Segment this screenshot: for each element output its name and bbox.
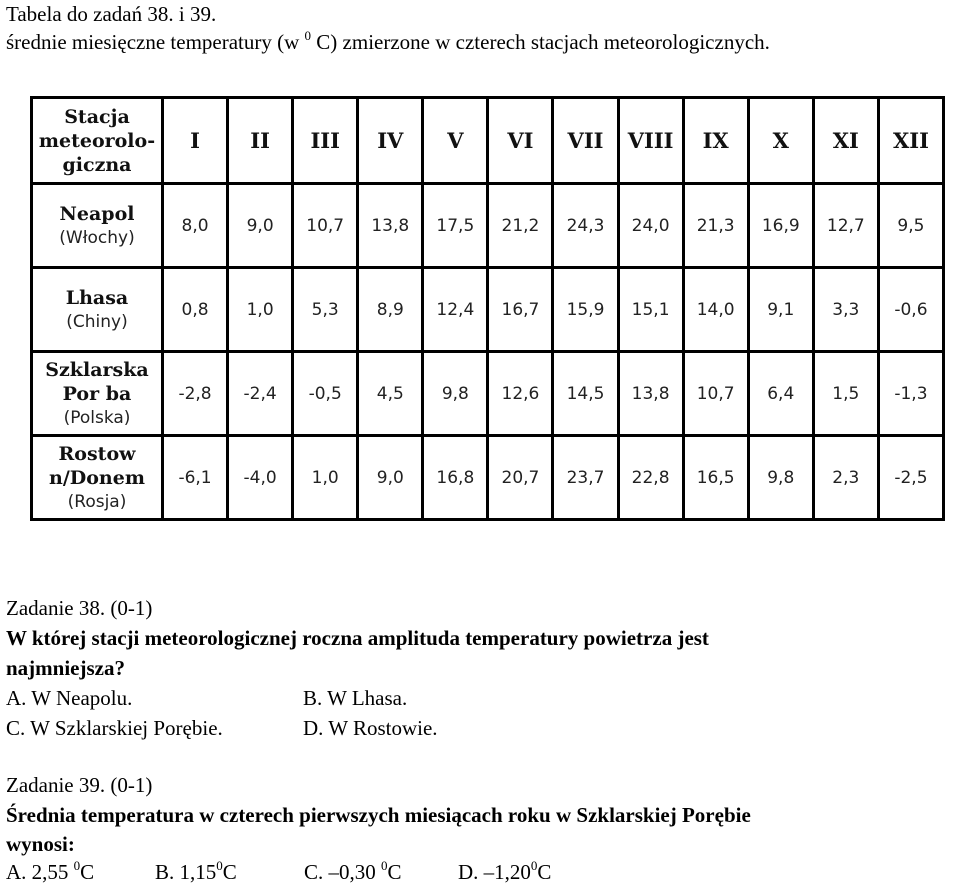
answer-value: D. –1,20 — [458, 860, 531, 884]
subcaption-suffix: C) zmierzone w czterech stacjach meteorologicznych. — [311, 30, 770, 54]
temperature-cell: 14,5 — [553, 352, 618, 436]
task38-option-d: D. W Rostowie. — [303, 716, 438, 740]
temperature-cell: 21,2 — [488, 184, 553, 268]
task38-question-line1: W której stacji meteorologicznej roczna amplituda temperatury powietrza jest — [6, 626, 709, 650]
temperature-cell: 4,5 — [358, 352, 423, 436]
temperature-cell: 21,3 — [683, 184, 748, 268]
temperature-cell: 13,8 — [358, 184, 423, 268]
station-cell — [32, 436, 163, 520]
task39-answer-b — [155, 860, 237, 884]
degree-superscript: 0 — [73, 858, 81, 873]
temperature-cell: 22,8 — [618, 436, 683, 520]
station-country: (Włochy) — [59, 227, 135, 248]
table-caption: Tabela do zadań 38. i 39. — [6, 2, 217, 26]
station-cell — [32, 352, 163, 436]
temperature-cell: 2,3 — [813, 436, 878, 520]
month-header: XI — [813, 98, 878, 184]
task38-title: Zadanie 38. (0-1) — [6, 596, 153, 620]
temperature-cell: 6,4 — [748, 352, 813, 436]
temperature-cell: 16,7 — [488, 268, 553, 352]
temperature-cell: 13,8 — [618, 352, 683, 436]
table-body — [32, 184, 944, 520]
answer-unit: C — [387, 860, 402, 884]
temperature-cell: 15,9 — [553, 268, 618, 352]
temperature-cell: 3,3 — [813, 268, 878, 352]
temperature-cell: 1,0 — [228, 268, 293, 352]
temperature-cell: 9,8 — [748, 436, 813, 520]
month-header: VI — [488, 98, 553, 184]
temperature-cell: 20,7 — [488, 436, 553, 520]
station-cell — [32, 268, 163, 352]
station-name: Rostow — [58, 442, 136, 465]
temperature-cell: 12,6 — [488, 352, 553, 436]
temperature-cell: 17,5 — [423, 184, 488, 268]
month-header: IV — [358, 98, 423, 184]
station-header-line: giczna — [62, 153, 132, 176]
month-header: I — [163, 98, 228, 184]
temperature-cell: 16,5 — [683, 436, 748, 520]
temperature-cell: 10,7 — [293, 184, 358, 268]
temperature-cell: 9,0 — [358, 436, 423, 520]
temperature-cell: 23,7 — [553, 436, 618, 520]
station-name: n/Donem — [49, 466, 145, 489]
temperature-cell: 10,7 — [683, 352, 748, 436]
temperature-cell: -2,4 — [228, 352, 293, 436]
station-name: Szklarska — [45, 358, 149, 381]
answer-unit: C — [537, 860, 552, 884]
answer-unit: C — [222, 860, 237, 884]
task38-option-a: A. W Neapolu. — [6, 686, 133, 710]
month-header: VII — [553, 98, 618, 184]
temperature-cell: 5,3 — [293, 268, 358, 352]
answer-value: C. –0,30 — [304, 860, 382, 884]
temperature-cell: 8,0 — [163, 184, 228, 268]
task39-title: Zadanie 39. (0-1) — [6, 773, 153, 797]
station-name: Neapol — [59, 202, 135, 225]
task39-question-line2: wynosi: — [6, 832, 75, 856]
temperature-cell: 1,0 — [293, 436, 358, 520]
task39-answer-a — [6, 860, 94, 884]
station-country: (Polska) — [63, 407, 131, 428]
degree-superscript: 0 — [381, 858, 388, 873]
temperature-cell: 8,9 — [358, 268, 423, 352]
station-country: (Rosja) — [67, 491, 127, 512]
temperature-cell: 24,3 — [553, 184, 618, 268]
table-row — [32, 184, 944, 268]
station-name: Lhasa — [65, 286, 129, 309]
answer-value: B. 1,15 — [155, 860, 217, 884]
temperature-cell: 12,7 — [813, 184, 878, 268]
month-header: X — [748, 98, 813, 184]
task38-option-c: C. W Szklarskiej Porębie. — [6, 716, 223, 740]
subcaption-prefix: średnie miesięczne temperatury (w — [6, 30, 305, 54]
temperature-cell: 9,8 — [423, 352, 488, 436]
month-header: VIII — [618, 98, 683, 184]
temperature-cell: -2,8 — [163, 352, 228, 436]
task38-option-b: B. W Lhasa. — [303, 686, 408, 710]
station-name: Por ba — [62, 382, 132, 405]
station-header-line: meteorolo- — [38, 129, 156, 152]
temperature-cell: 12,4 — [423, 268, 488, 352]
temperature-table-wrapper — [30, 96, 945, 518]
table-row — [32, 268, 944, 352]
task39-answer-c — [304, 860, 402, 884]
temperature-cell: 9,1 — [748, 268, 813, 352]
temperature-cell: 15,1 — [618, 268, 683, 352]
temperature-cell: 0,8 — [163, 268, 228, 352]
temperature-cell: 16,9 — [748, 184, 813, 268]
temperature-cell: -4,0 — [228, 436, 293, 520]
task39-answer-d — [458, 860, 551, 884]
month-header: II — [228, 98, 293, 184]
temperature-cell: -0,6 — [878, 268, 943, 352]
month-header: IX — [683, 98, 748, 184]
degree-superscript: 0 — [216, 858, 223, 873]
temperature-cell: -0,5 — [293, 352, 358, 436]
answer-value: A. 2,55 — [6, 860, 74, 884]
temperature-cell: 1,5 — [813, 352, 878, 436]
station-column-header — [32, 98, 163, 184]
temperature-cell: -6,1 — [163, 436, 228, 520]
station-header-line: Stacja — [64, 105, 130, 128]
station-cell — [32, 184, 163, 268]
station-country: (Chiny) — [66, 311, 128, 332]
degree-superscript: 0 — [304, 28, 312, 43]
temperature-cell: 9,5 — [878, 184, 943, 268]
temperature-cell: 9,0 — [228, 184, 293, 268]
temperature-cell: -1,3 — [878, 352, 943, 436]
temperature-cell: 16,8 — [423, 436, 488, 520]
degree-superscript: 0 — [530, 858, 538, 873]
month-header: XII — [878, 98, 943, 184]
table-header-row — [32, 98, 944, 184]
table-row — [32, 436, 944, 520]
temperature-table — [30, 96, 945, 521]
temperature-cell: -2,5 — [878, 436, 943, 520]
table-subcaption — [6, 30, 770, 54]
temperature-cell: 24,0 — [618, 184, 683, 268]
answer-unit: C — [80, 860, 95, 884]
table-row — [32, 352, 944, 436]
month-header: III — [293, 98, 358, 184]
temperature-cell: 14,0 — [683, 268, 748, 352]
task39-question-line1: Średnia temperatura w czterech pierwszych miesiącach roku w Szklarskiej Porębie — [6, 803, 751, 827]
task38-question-line2: najmniejsza? — [6, 656, 125, 680]
month-header: V — [423, 98, 488, 184]
